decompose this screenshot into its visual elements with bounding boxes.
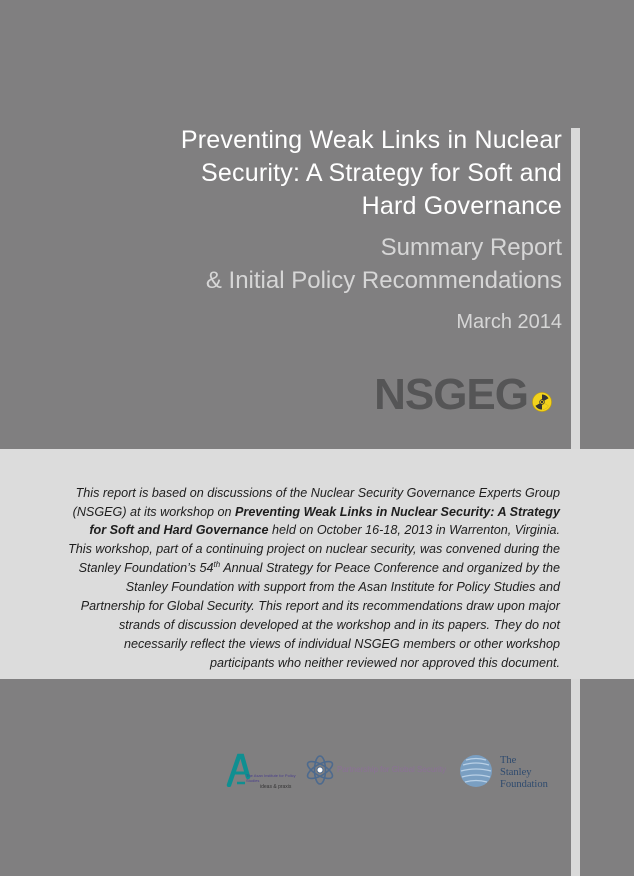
workshop-title: Preventing Weak Links in Nuclear Security: A Strategy for Soft and Hard Governance bbox=[89, 504, 560, 538]
radiation-icon bbox=[532, 392, 552, 412]
atom-icon bbox=[303, 753, 337, 787]
stanley-name-line: Foundation bbox=[500, 779, 548, 790]
summary-text: Annual Strategy for Peace Conference and organized by the Stanley Foundation with support from the Asan Institute for Policy Studies and Partnership for Global Security. This report and its recommendations draw upon major strands of discussion developed at the workshop and in its papers. They do not necessarily reflect the views of individual NSGEG members or other workshop participants who neither reviewed nor approved this document. bbox=[80, 561, 560, 670]
title-block bbox=[42, 124, 562, 335]
asan-institute-logo bbox=[226, 753, 306, 793]
pgs-logo bbox=[303, 753, 453, 793]
summary-text: This report is based on discussions of the Nuclear Security Governance Experts Group (NSGEG) at its workshop on bbox=[72, 485, 560, 519]
pgs-name: Partnership for Global Security bbox=[337, 765, 446, 774]
report-subtitle bbox=[42, 231, 562, 297]
subtitle-line: & Initial Policy Recommendations bbox=[205, 267, 562, 294]
logo-text: NSGEG bbox=[374, 370, 528, 419]
report-date: March 2014 bbox=[456, 311, 562, 333]
partner-logos bbox=[0, 753, 634, 798]
summary-paragraph bbox=[64, 484, 560, 673]
nsgeg-logo bbox=[374, 370, 552, 420]
subtitle-line: Summary Report bbox=[380, 234, 562, 261]
stanley-name-line: Stanley bbox=[500, 767, 532, 778]
asan-caption: The Asan Institute for Policy Studies bbox=[246, 773, 296, 783]
asan-tagline: ideas & praxis bbox=[260, 784, 292, 790]
stanley-foundation-logo bbox=[458, 753, 568, 797]
globe-icon bbox=[458, 753, 494, 789]
ordinal-superscript: th bbox=[213, 560, 221, 570]
title-line: Hard Governance bbox=[361, 192, 562, 220]
stanley-name bbox=[500, 755, 570, 791]
title-line: Security: A Strategy for Soft and bbox=[201, 159, 562, 187]
title-line: Preventing Weak Links in Nuclear bbox=[180, 126, 562, 154]
report-title bbox=[42, 124, 562, 223]
stanley-name-line: The bbox=[500, 755, 517, 766]
summary-text: held on October 16-18, 2013 in Warrenton, Virginia. This workshop, part of a continuing project on nuclear security, was convened during the Stanley Foundation’s 54 bbox=[68, 523, 560, 576]
